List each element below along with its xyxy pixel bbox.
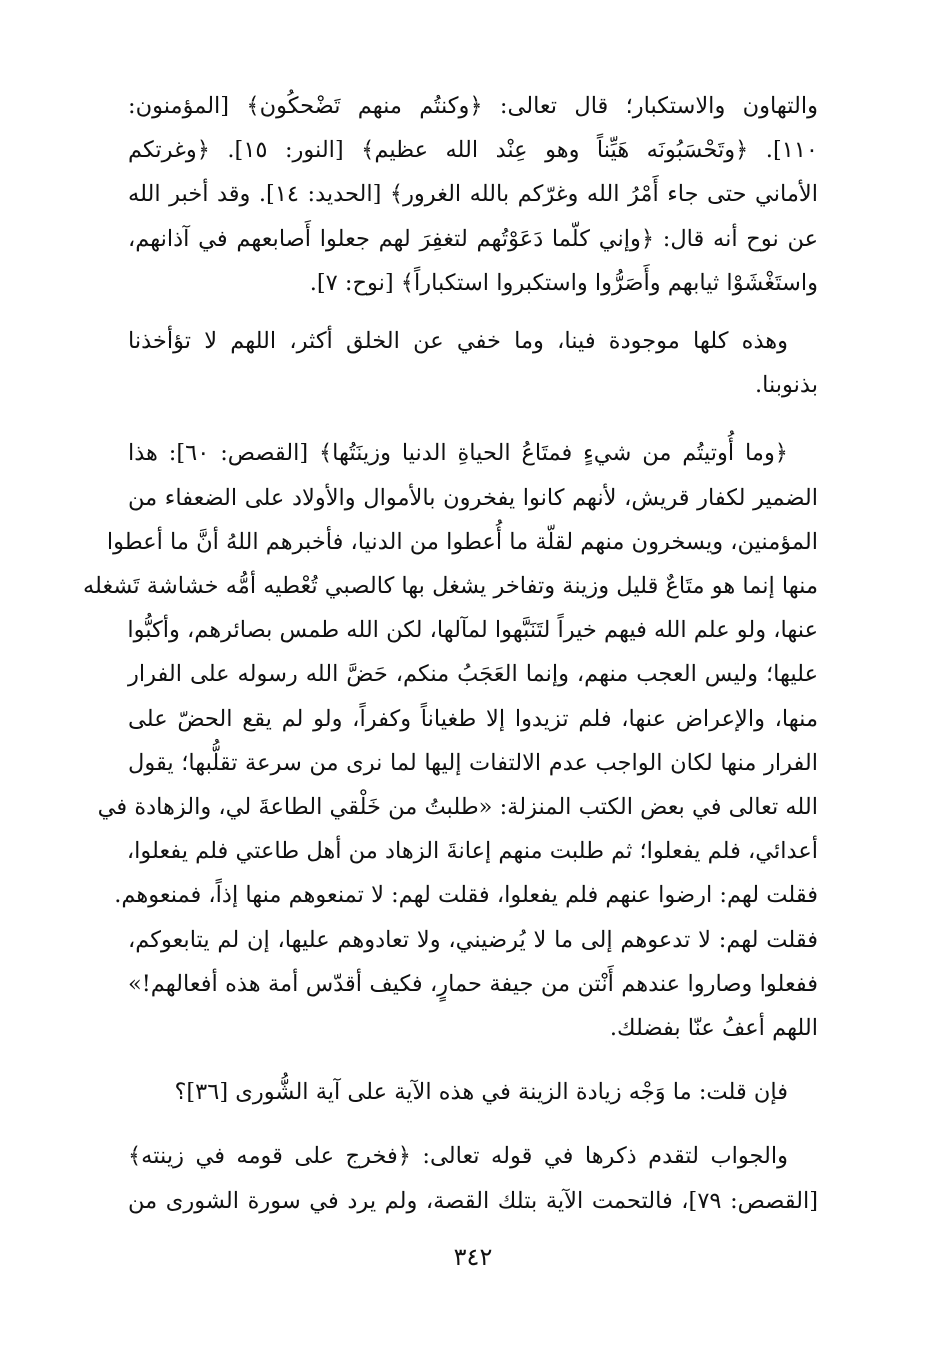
- text-line: وهذه كلها موجودة فينا، وما خفي عن الخلق أكثر، اللهم لا تؤأخذنا: [128, 328, 788, 355]
- text-line: الفرار منها لكان الواجب عدم الالتفات إليها لما نرى من سرعة تقلُّبها؛ يقول: [128, 749, 818, 776]
- text-line: [القصص: ٧٩]، فالتحمت الآية بتلك القصة، ولم يرد في سورة الشورى من: [128, 1187, 818, 1214]
- text-line: اللهم أعفُ عنّا بفضلك.: [609, 1015, 818, 1042]
- text-line: منها، والإعراض عنها، فلم تزيدوا إلا طغياناً وكفراً، ولو لم يقع الحضّ على: [128, 705, 818, 732]
- text-line: والتهاون والاستكبار؛ قال تعالى: ﴿وكنتُم منهم تَضْحكُون﴾ [المؤمنون:: [128, 93, 818, 119]
- text-line: والجواب لتقدم ذكرها في قوله تعالى: ﴿فخرج على قومه في زينته﴾: [128, 1143, 788, 1170]
- text-line: فقلت لهم: ارضوا عنهم فلم يفعلوا، فقلت لهم: لا تمنعوهم منها إذاً، فمنعوهم.: [114, 882, 818, 909]
- text-line: ١١٠]. ﴿وتَحْسَبُونَه هَيِّناً وهو عِنْد الله عظيم﴾ [النور: ١٥]. ﴿وغرتكم: [128, 137, 818, 164]
- paragraph-4: [128, 1070, 818, 1114]
- text-line: عن نوح أنه قال: ﴿وإني كلّما دَعَوْتُهم لتغفِرَ لهم جعلوا أَصابعهم في آذانهم،: [128, 225, 818, 252]
- text-line: عنها، ولو علم الله فيهم خيراً لتَنَبَّهوا لمآلها، لكن الله طمس بصائرهم، وأكبُّوا: [127, 617, 818, 644]
- paragraph-5: [128, 1134, 818, 1222]
- text-line: ﴿وما أُوتيتُم من شيءٍ فمتَاعُ الحياةِ الدنيا وزينَتُها﴾ [القصص: ٦٠]: هذا: [128, 440, 788, 467]
- text-line: واستَغْشَوْا ثيابهم وأَصَرُّوا واستكبروا استكباراً﴾ [نوح: ٧].: [309, 269, 818, 296]
- text-line: المؤمنين، ويسخرون منهم لقلّة ما أُعطوا من الدنيا، فأخبرهم اللهُ أنَّ ما أعطوا: [106, 528, 818, 555]
- text-line: فقلت لهم: لا تدعوهم إلى ما لا يُرضيني، ولا تعادوهم عليها، إن لم يتابعوكم،: [128, 926, 818, 953]
- page-body: [82, 84, 818, 1223]
- text-line: فإن قلت: ما وَجْه زيادة الزينة في هذه الآية على آية الشُّورى [٣٦]؟: [174, 1079, 788, 1106]
- page-number: ٣٤٢: [453, 1243, 493, 1271]
- text-line: بذنوبنا.: [754, 372, 818, 399]
- text-line: الله تعالى في بعض الكتب المنزلة: «طلبتُ من خَلْقي الطاعةَ لي، والزهادة في: [97, 794, 818, 821]
- text-line: ففعلوا وصاروا عندهم أَنْتن من جيفة حمارٍ، فكيف أقدّس أمة هذه أفعالهم!»: [128, 970, 818, 997]
- paragraph-1: [128, 84, 818, 305]
- text-line: الضمير لكفار قريش، لأنهم كانوا يفخرون بالأموال والأولاد على الضعفاء من: [128, 484, 818, 511]
- text-line: منها إنما هو متَاعٌ قليل وزينة وتفاخر يشغل بها كالصبي تُعْطيه أمُّه خشاشة تَشغله: [82, 573, 818, 600]
- text-line: الأماني حتى جاء أَمْرُ الله وغرّكم بالله الغرور﴾ [الحديد: ١٤]. وقد أخبر الله: [128, 181, 818, 208]
- text-line: أعدائي، فلم يفعلوا؛ ثم طلبت منهم إعانةَ الزهاد من أهل طاعتي فلم يفعلوا،: [126, 838, 818, 865]
- paragraph-2: [128, 319, 818, 407]
- text-line: عليها؛ وليس العجب منهم، وإنما العَجَبُ منكم، حَضَّ الله رسوله على الفرار: [128, 661, 818, 688]
- paragraph-3: [82, 431, 818, 1050]
